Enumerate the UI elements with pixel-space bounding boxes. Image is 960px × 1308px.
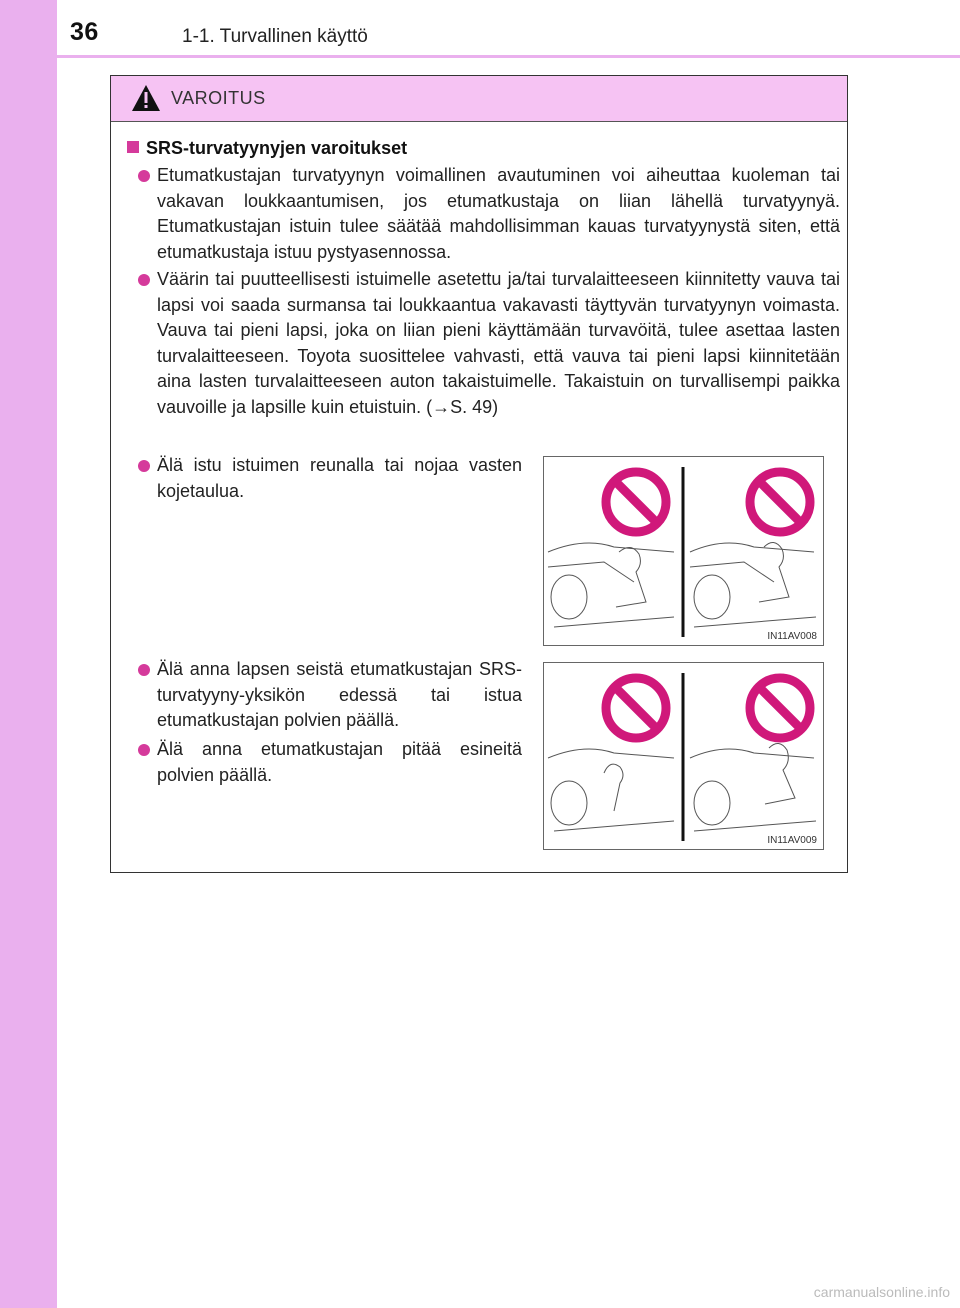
bullet-item: Väärin tai puutteellisesti istuimelle asetettu ja/tai turvalaitteeseen kiinnitetty vauva tai lapsi voi saada surmansa tai loukkaantua vakavasti täyttyvän turvatyynyn voimasta. Vauva tai pieni lapsi, joka on liian pieni käyttämään turvavöitä, tulee asettaa lasten turvalaitteeseen. Toyota suosittelee vahvasti, että vauva tai pieni lapsi kiinnitetään aina lasten turvalaitteeseen auton takaistuimelle. Takaistuin on turvallisempi paikka vauvoille ja lapsille kuin etuistuin. (→S. 49) bbox=[157, 267, 840, 420]
square-bullet-icon bbox=[127, 141, 139, 153]
side-color-band bbox=[0, 0, 57, 1308]
watermark: carmanualsonline.info bbox=[813, 1284, 950, 1300]
bullet-item: Etumatkustajan turvatyynyn voimallinen avautuminen voi aiheuttaa kuoleman tai vakavan loukkaantumisen, jos etumatkustaja on liian lähellä turvatyynyä. Etumatkustajan istuin tulee säätää mahdollisimman kauas turvatyynystä siten, että etumatkustaja istuu pystyasennossa. bbox=[157, 163, 840, 265]
warning-title: VAROITUS bbox=[171, 88, 266, 108]
figure-code: IN11AV008 bbox=[767, 631, 817, 642]
illustration-figure bbox=[543, 662, 824, 850]
prohibition-icon bbox=[750, 678, 810, 738]
bullet-dot-icon bbox=[138, 274, 150, 286]
section-title: 1-1. Turvallinen käyttö bbox=[182, 26, 368, 47]
bullet-dot-icon bbox=[138, 170, 150, 182]
warning-triangle-icon bbox=[131, 84, 161, 112]
bullet-item: Älä anna lapsen seistä etumatkustajan SRS-turvatyyny-yksikön edessä tai istua etumatkustajan polvien päällä. bbox=[157, 657, 522, 734]
page-number: 36 bbox=[70, 18, 99, 46]
warning-subheading: SRS-turvatyynyjen varoitukset bbox=[127, 138, 407, 159]
bullet-dot-icon bbox=[138, 744, 150, 756]
illustration-drawing bbox=[544, 663, 823, 849]
prohibition-icon bbox=[606, 678, 666, 738]
bullet-dot-icon bbox=[138, 664, 150, 676]
prohibition-icon bbox=[750, 472, 810, 532]
bullet-item: Älä anna etumatkustajan pitää esineitä polvien päällä. bbox=[157, 737, 522, 788]
figure-code: IN11AV009 bbox=[767, 835, 817, 846]
bullet-item: Älä istu istuimen reunalla tai nojaa vasten kojetaulua. bbox=[157, 453, 522, 504]
prohibition-icon bbox=[606, 472, 666, 532]
bullet-dot-icon bbox=[138, 460, 150, 472]
illustration-figure bbox=[543, 456, 824, 646]
illustration-drawing bbox=[544, 457, 823, 645]
warning-header bbox=[111, 76, 847, 122]
warning-box bbox=[110, 75, 848, 873]
header-rule bbox=[57, 55, 960, 58]
